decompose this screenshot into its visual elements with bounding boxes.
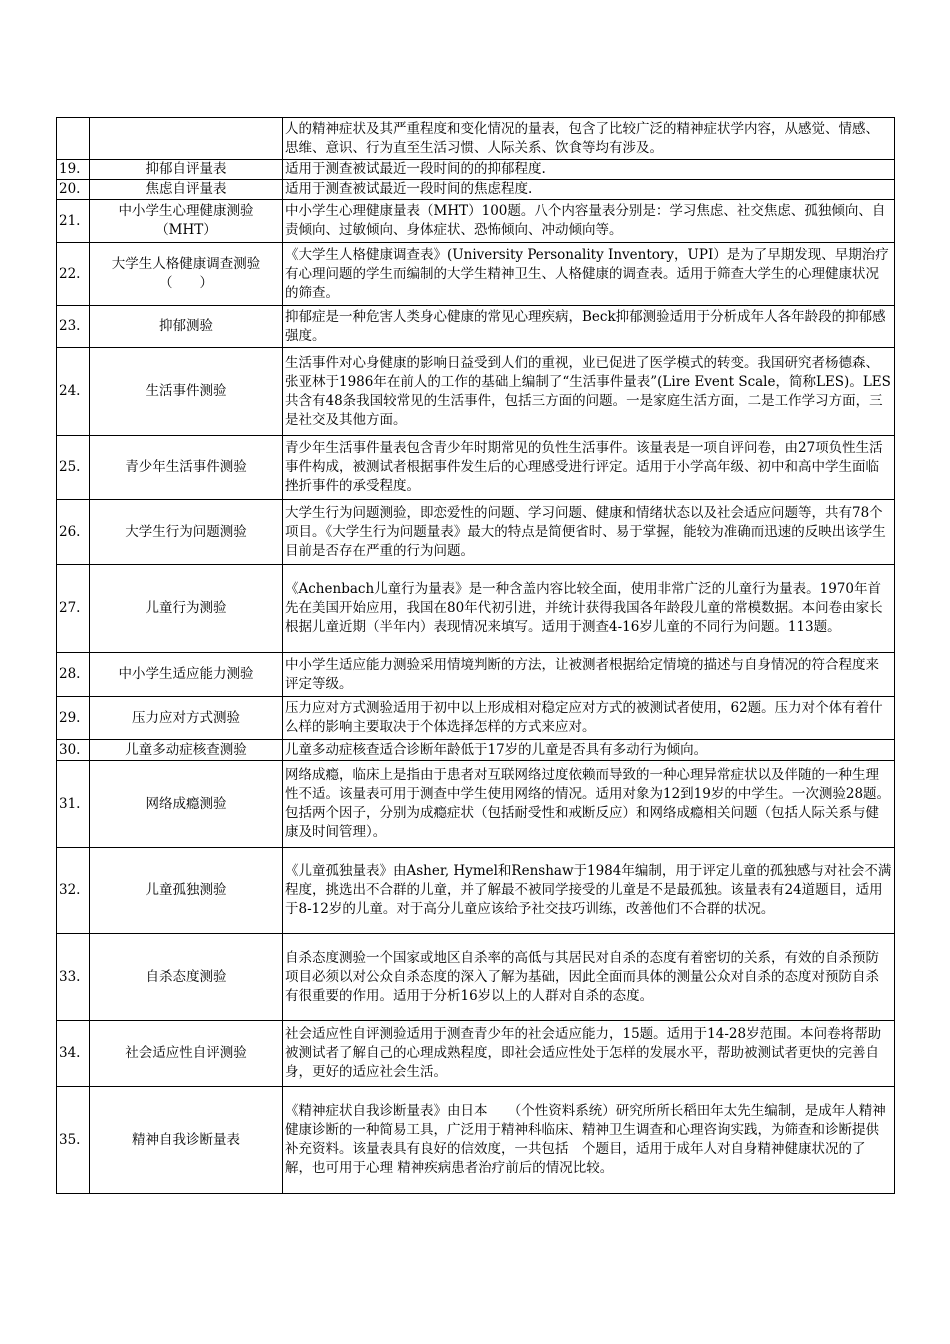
scale-name: 生活事件测验 xyxy=(90,348,283,436)
scale-description: 生活事件对心身健康的影响日益受到人们的重视，业已促进了医学模式的转变。我国研究者杨德森、张亚林于1986年在前人的工作的基础上编制了“生活事件量表”(Lire Event Scale，简称LES)。LES共含有48条我国较常见的生活事件，包括三方面的问题。一是家庭生活方面，二是工作学习方面，三是社交及其他方面。 xyxy=(283,348,895,436)
table-row xyxy=(57,740,895,761)
table-row xyxy=(57,180,895,200)
table-row xyxy=(57,1021,895,1087)
table-row xyxy=(57,306,895,348)
scale-description: 大学生行为问题测验，即恋爱性的问题、学习问题、健康和情绪状态以及社会适应问题等，共有78个项目。《大学生行为问题量表》最大的特点是简便省时、易于掌握，能较为准确而迅速的反映出该学生目前是否存在严重的行为问题。 xyxy=(283,500,895,565)
scale-name xyxy=(90,118,283,160)
scale-name: 青少年生活事件测验 xyxy=(90,436,283,500)
scale-description: 自杀态度测验一个国家或地区自杀率的高低与其居民对自杀的态度有着密切的关系，有效的自杀预防项目必须以对公众自杀态度的深入了解为基础，因此全面而具体的测量公众对自杀的态度对预防自杀有很重要的作用。适用于分析16岁以上的人群对自杀的态度。 xyxy=(283,934,895,1021)
scale-name: 网络成瘾测验 xyxy=(90,761,283,848)
scale-name: 中小学生心理健康测验（MHT） xyxy=(90,200,283,243)
scale-description: 青少年生活事件量表包含青少年时期常见的负性生活事件。该量表是一项自评问卷，由27项负性生活事件构成，被测试者根据事件发生后的心理感受进行评定。适用于小学高年级、初中和高中学生面临挫折事件的承受程度。 xyxy=(283,436,895,500)
scale-name: 中小学生适应能力测验 xyxy=(90,653,283,697)
scale-description: 社会适应性自评测验适用于测查青少年的社会适应能力，15题。适用于14-28岁范围。本问卷将帮助被测试者了解自己的心理成熟程度，即社会适应性处于怎样的发展水平，帮助被测试者更快的完善自身，更好的适应社会生活。 xyxy=(283,1021,895,1087)
scale-description: 网络成瘾，临床上是指由于患者对互联网络过度依赖而导致的一种心理异常症状以及伴随的一种生理性不适。该量表可用于测查中学生使用网络的情况。适用对象为12到19岁的中学生。一次测验28题。包括两个因子，分别为成瘾症状（包括耐受性和戒断反应）和网络成瘾相关问题（包括人际关系与健康及时间管理）。 xyxy=(283,761,895,848)
row-number: 27. xyxy=(57,565,90,653)
scale-description: 《Achenbach儿童行为量表》是一种含盖内容比较全面，使用非常广泛的儿童行为量表。1970年首先在美国开始应用，我国在80年代初引进，并统计获得我国各年龄段儿童的常模数据。本问卷由家长根据儿童近期（半年内）表现情况来填写。适用于测查4-16岁儿童的不同行为问题。113题。 xyxy=(283,565,895,653)
table-row xyxy=(57,565,895,653)
table-row xyxy=(57,697,895,740)
scale-name: 焦虑自评量表 xyxy=(90,180,283,200)
table-row xyxy=(57,761,895,848)
row-number: 29. xyxy=(57,697,90,740)
row-number: 30. xyxy=(57,740,90,761)
scale-description: 《儿童孤独量表》由Asher, Hymel和Renshaw于1984年编制，用于评定儿童的孤独感与对社会不满程度，挑选出不合群的儿童，并了解最不被同学接受的儿童是不是最孤独。该量表有24道题目，适用于8-12岁的儿童。对于高分儿童应该给予社交技巧训练，改善他们不合群的状况。 xyxy=(283,848,895,934)
table-row xyxy=(57,200,895,243)
scale-description: 压力应对方式测验适用于初中以上形成相对稳定应对方式的被测试者使用，62题。压力对个体有着什么样的影响主要取决于个体选择怎样的方式来应对。 xyxy=(283,697,895,740)
table-row xyxy=(57,1087,895,1194)
scale-name: 儿童行为测验 xyxy=(90,565,283,653)
scale-name: 社会适应性自评测验 xyxy=(90,1021,283,1087)
scale-description: 适用于测查被试最近一段时间的焦虑程度. xyxy=(283,180,895,200)
scale-name: 儿童孤独测验 xyxy=(90,848,283,934)
row-number: 19. xyxy=(57,160,90,180)
scale-name: 抑郁自评量表 xyxy=(90,160,283,180)
scale-description: 中小学生适应能力测验采用情境判断的方法，让被测者根据给定情境的描述与自身情况的符合程度来评定等级。 xyxy=(283,653,895,697)
scale-name: 精神自我诊断量表 xyxy=(90,1087,283,1194)
table-row xyxy=(57,653,895,697)
scale-description: 儿童多动症核查适合诊断年龄低于17岁的儿童是否具有多动行为倾向。 xyxy=(283,740,895,761)
row-number: 32. xyxy=(57,848,90,934)
row-number: 22. xyxy=(57,243,90,306)
row-number xyxy=(57,118,90,160)
scale-description: 《精神症状自我诊断量表》由日本 （个性资料系统）研究所所长稻田年太先生编制，是成年人精神健康诊断的一种简易工具，广泛用于精神科临床、精神卫生调查和心理咨询实践，为筛查和诊断提供补充资料。该量表具有良好的信效度，一共包括 个题目，适用于成年人对自身精神健康状况的了解，也可用于心理 精神疾病患者治疗前后的情况比较。 xyxy=(283,1087,895,1194)
table-row xyxy=(57,848,895,934)
table-row xyxy=(57,348,895,436)
table-row xyxy=(57,243,895,306)
scale-description: 人的精神症状及其严重程度和变化情况的量表，包含了比较广泛的精神症状学内容，从感觉、情感、思维、意识、行为直至生活习惯、人际关系、饮食等均有涉及。 xyxy=(283,118,895,160)
scale-description: 抑郁症是一种危害人类身心健康的常见心理疾病，Beck抑郁测验适用于分析成年人各年龄段的抑郁感强度。 xyxy=(283,306,895,348)
row-number: 34. xyxy=(57,1021,90,1087)
row-number: 31. xyxy=(57,761,90,848)
scale-name: 自杀态度测验 xyxy=(90,934,283,1021)
scale-description: 《大学生人格健康调查表》(University Personality Inventory，UPI）是为了早期发现、早期治疗有心理问题的学生而编制的大学生精神卫生、人格健康的调查表。适用于筛查大学生的心理健康状况的筛查。 xyxy=(283,243,895,306)
row-number: 35. xyxy=(57,1087,90,1194)
scales-table-body xyxy=(57,118,895,1194)
scale-name: 抑郁测验 xyxy=(90,306,283,348)
scale-name: 大学生行为问题测验 xyxy=(90,500,283,565)
table-row xyxy=(57,160,895,180)
table-row xyxy=(57,934,895,1021)
row-number: 26. xyxy=(57,500,90,565)
scale-name: 儿童多动症核查测验 xyxy=(90,740,283,761)
row-number: 24. xyxy=(57,348,90,436)
table-row xyxy=(57,118,895,160)
scale-description: 适用于测查被试最近一段时间的的抑郁程度. xyxy=(283,160,895,180)
scale-name: 压力应对方式测验 xyxy=(90,697,283,740)
row-number: 21. xyxy=(57,200,90,243)
row-number: 23. xyxy=(57,306,90,348)
row-number: 33. xyxy=(57,934,90,1021)
row-number: 28. xyxy=(57,653,90,697)
table-row xyxy=(57,500,895,565)
scales-table xyxy=(56,117,895,1194)
scale-description: 中小学生心理健康量表（MHT）100题。八个内容量表分别是：学习焦虑、社交焦虑、孤独倾向、自责倾向、过敏倾向、身体症状、恐怖倾向、冲动倾向等。 xyxy=(283,200,895,243)
row-number: 25. xyxy=(57,436,90,500)
row-number: 20. xyxy=(57,180,90,200)
scale-name: 大学生人格健康调查测验（ ） xyxy=(90,243,283,306)
table-row xyxy=(57,436,895,500)
